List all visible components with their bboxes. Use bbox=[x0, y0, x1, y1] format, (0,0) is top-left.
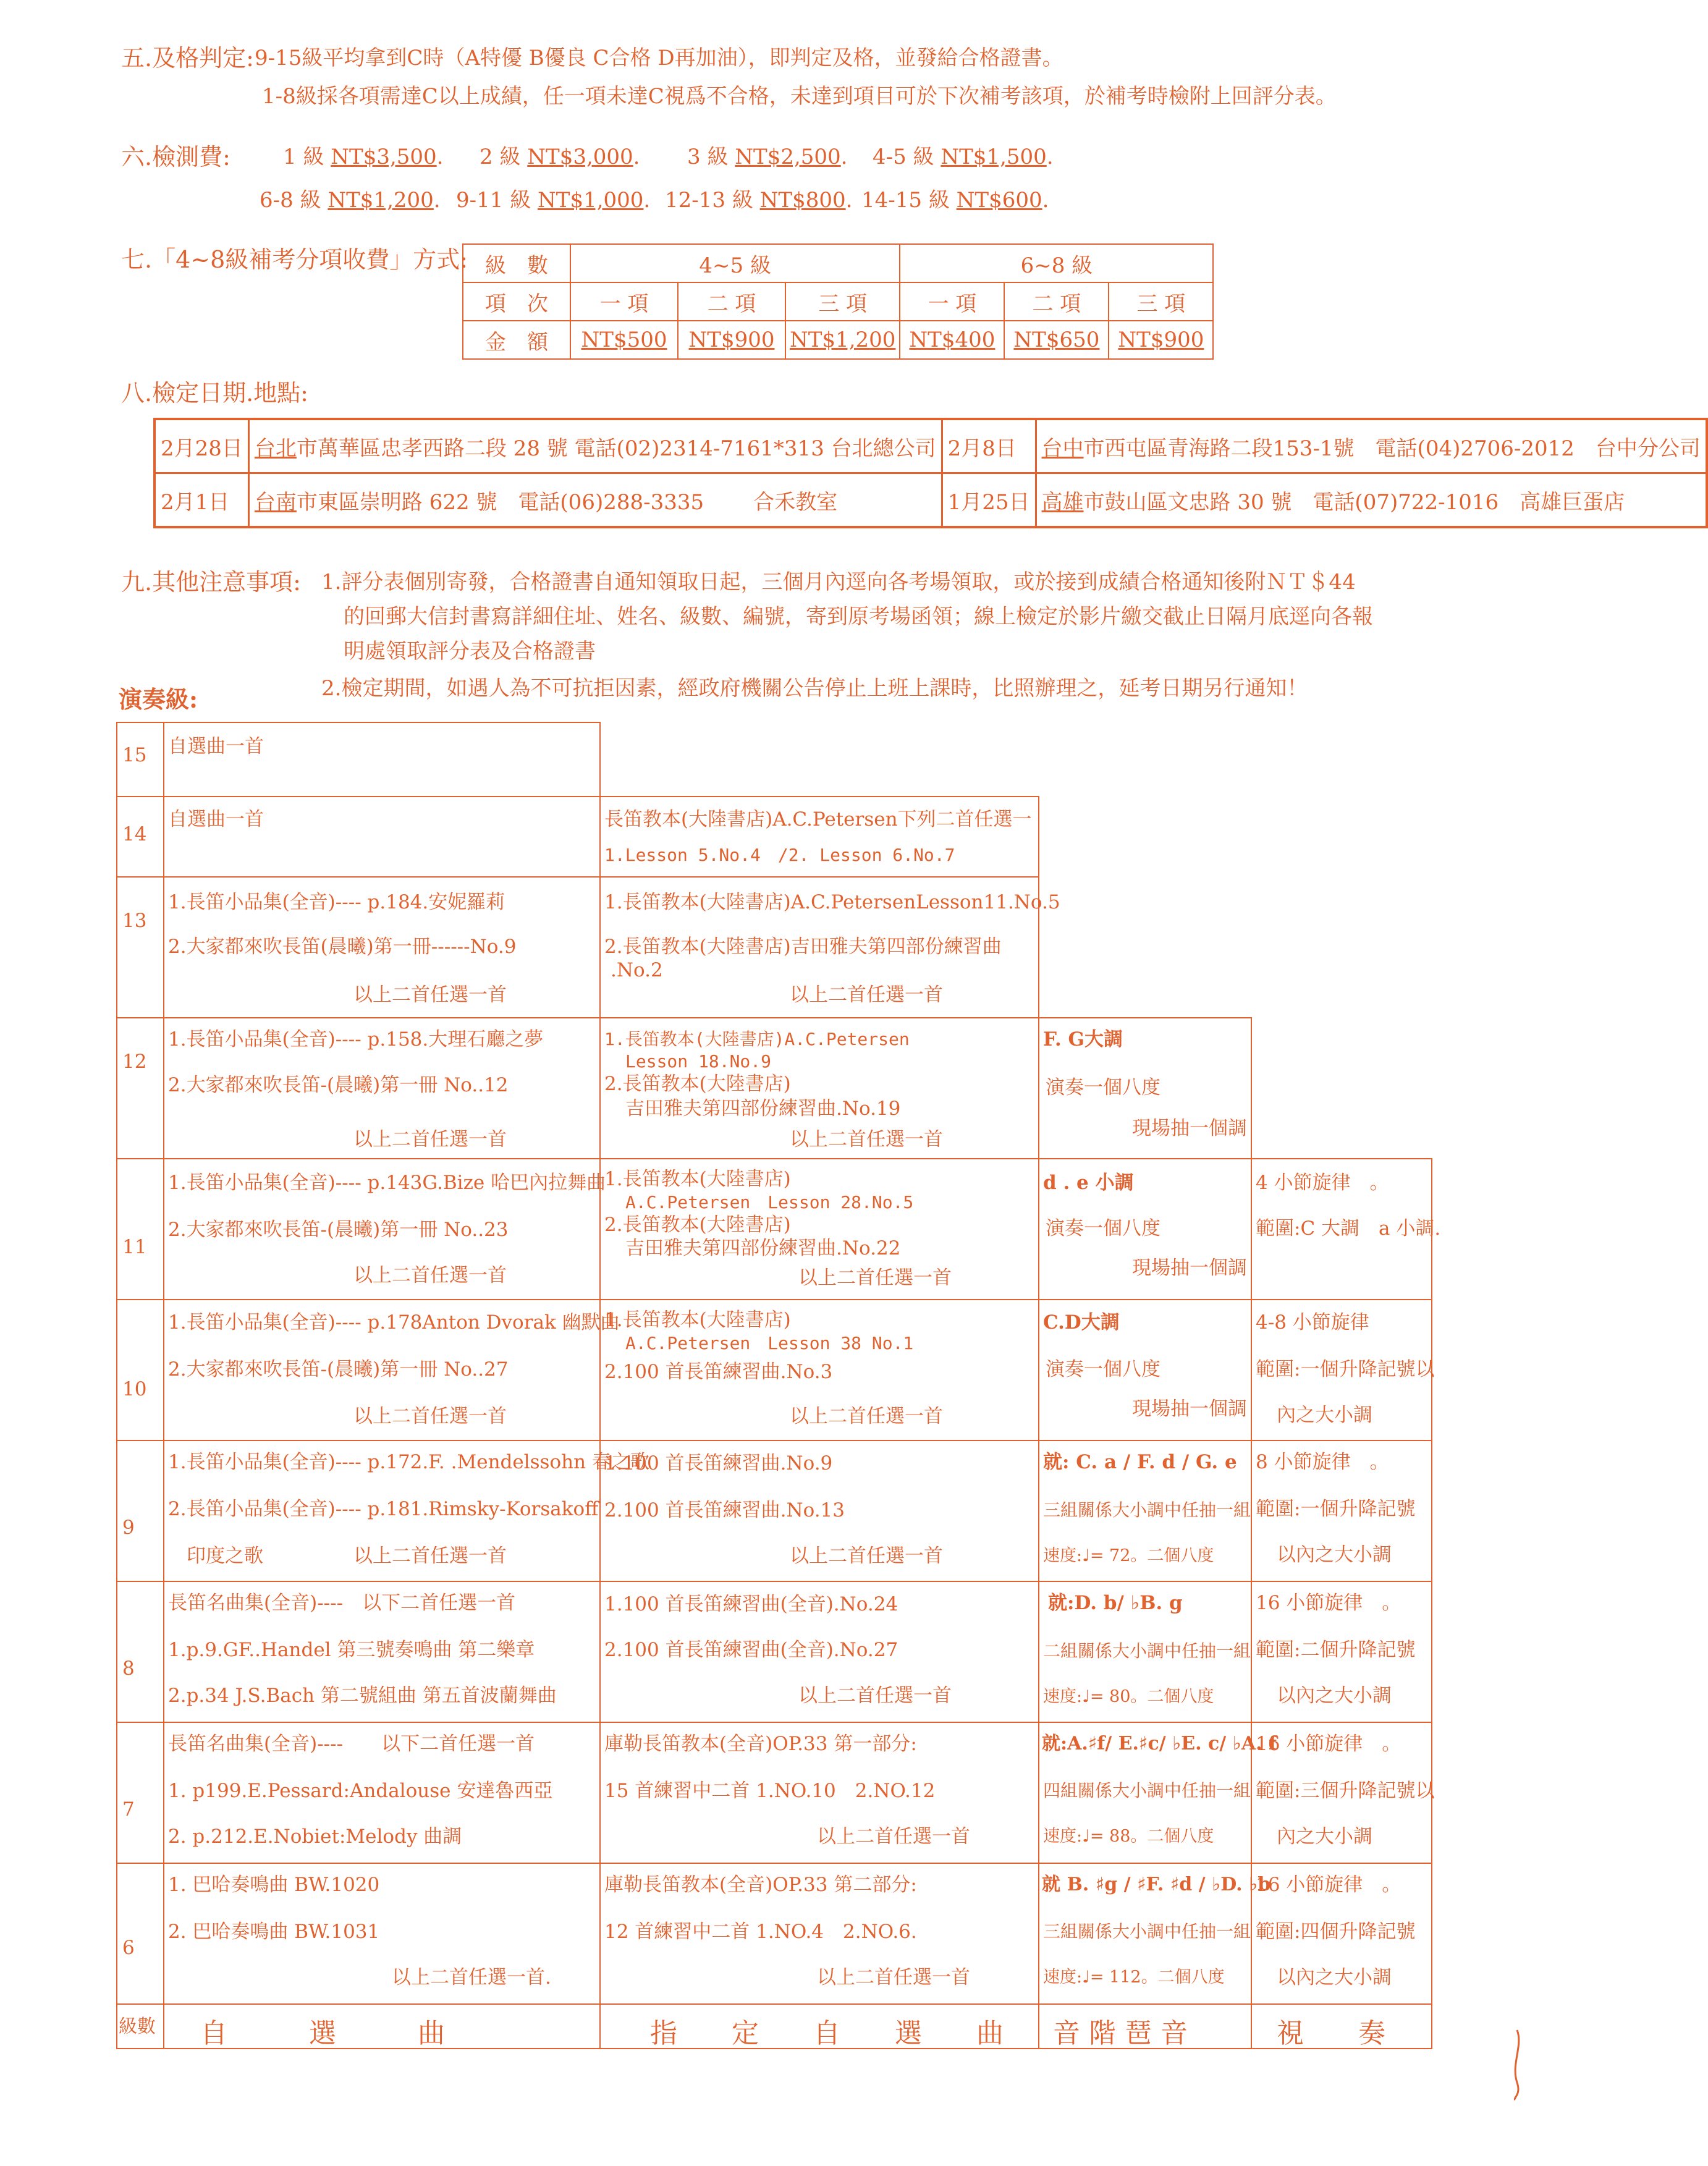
date-cell: 2月28日 bbox=[154, 419, 248, 473]
c3-cell: 就:A.♯f/ E.♯c/ ♭E. c/ ♭A. f 四組關係大小調中任抽一組 速度:♩= 88。二個八度 bbox=[1038, 1722, 1252, 1864]
fee-item: 12-13 級 NT$800. bbox=[665, 188, 853, 213]
c1-cell: 長笛名曲集(全音)---- 以下二首任選一首 1.p.9.GF..Handel 第三號奏鳴曲 第二樂章 2.p.34 J.S.Bach 第二號組曲 第五首波蘭舞曲 bbox=[163, 1581, 601, 1723]
date-cell: 1月25日 bbox=[942, 473, 1036, 528]
label-level: 級 數 bbox=[463, 244, 570, 282]
c1-cell: 1.長笛小品集(全音)---- p.184.安妮羅莉 2.大家都來吹長笛(晨曦)第一冊------No.9 以上二首任選一首 bbox=[163, 876, 601, 1018]
level-cell: 6 bbox=[116, 1863, 164, 2005]
c2-cell: 1.100 首長笛練習曲.No.9 2.100 首長笛練習曲.No.13 以上二首任選一首 bbox=[599, 1440, 1039, 1582]
footer-cell: 音 階 琶 音 bbox=[1038, 2003, 1252, 2049]
c1-cell: 1.長笛小品集(全音)---- p.143G.Bize 哈巴內拉舞曲 2.大家都來吹長笛-(晨曦)第一冊 No..23 以上二首任選一首 bbox=[163, 1158, 601, 1300]
amount-cell: NT$900 bbox=[678, 321, 785, 359]
item-cell: 三 項 bbox=[785, 282, 900, 321]
c1-cell: 自選曲一首 bbox=[163, 796, 601, 878]
amount-cell: NT$650 bbox=[1004, 321, 1109, 359]
sec9-heading: 九.其他注意事項: bbox=[121, 569, 301, 596]
address-cell: 台北市萬華區忠孝西路二段 28 號 電話(02)2314-7161*313 台北總公司 bbox=[248, 419, 942, 473]
label-amount: 金 額 bbox=[463, 321, 570, 359]
sec9-note1-line2: 的回郵大信封書寫詳細住址、姓名、級數、編號，寄到原考場函領；線上檢定於影片繳交截止日隔月底逕向各報 bbox=[344, 604, 1373, 629]
c3-cell: 就: C. a / F. d / G. e 三組關係大小調中任抽一組 速度:♩= 72。二個八度 bbox=[1038, 1440, 1252, 1582]
footer-cell: 視 奏 bbox=[1251, 2003, 1432, 2049]
fee-item: 1 級 NT$3,500. bbox=[283, 145, 444, 169]
level-cell: 8 bbox=[116, 1581, 164, 1723]
level-cell: 12 bbox=[116, 1017, 164, 1159]
c1-cell: 自選曲一首 bbox=[163, 722, 601, 797]
sec6-heading: 六.檢測費: bbox=[121, 143, 230, 171]
sec5-line2: 1-8級採各項需達C以上成績，任一項未達C視爲不合格，未達到項目可於下次補考該項，於補考時檢附上回評分表。 bbox=[262, 84, 1337, 109]
item-cell: 三 項 bbox=[1109, 282, 1213, 321]
perf-title: 演奏級: bbox=[119, 685, 198, 713]
item-cell: 二 項 bbox=[678, 282, 785, 321]
c2-cell: 1.100 首長笛練習曲(全音).No.24 2.100 首長笛練習曲(全音).No.27 以上二首任選一首 bbox=[599, 1581, 1039, 1723]
sec9-note1-line1: 1.評分表個別寄發，合格證書自通知領取日起，三個月內逕向各考場領取，或於接到成績合格通知後附ＮＴ＄44 bbox=[321, 570, 1356, 594]
c2-cell: 庫勒長笛教本(全音)OP.33 第二部分: 12 首練習中二首 1.NO.4 2.NO.6. 以上二首任選一首 bbox=[599, 1863, 1039, 2005]
group-4-5: 4~5 級 bbox=[570, 244, 900, 282]
amount-cell: NT$900 bbox=[1109, 321, 1213, 359]
c3-cell: 就 B. ♯g / ♯F. ♯d / ♭D. ♭b 三組關係大小調中任抽一組 速度:♩= 112。二個八度 bbox=[1038, 1863, 1252, 2005]
amount-cell: NT$500 bbox=[570, 321, 678, 359]
c1-cell: 1. 巴哈奏鳴曲 BW.1020 2. 巴哈奏鳴曲 BW.1031 以上二首任選一首. bbox=[163, 1863, 601, 2005]
c2-cell: 庫勒長笛教本(全音)OP.33 第一部分: 15 首練習中二首 1.NO.10 2.NO.12 以上二首任選一首 bbox=[599, 1722, 1039, 1864]
c3-cell: C.D大調 演奏一個八度 現場抽一個調 bbox=[1038, 1299, 1252, 1441]
c4-cell: 16 小節旋律 。 範圍:四個升降記號 以內之大小調 bbox=[1251, 1863, 1432, 2005]
fee-item: 4-5 級 NT$1,500. bbox=[873, 145, 1054, 169]
c3-cell: d . e 小調 演奏一個八度 現場抽一個調 bbox=[1038, 1158, 1252, 1300]
level-cell: 10 bbox=[116, 1299, 164, 1441]
c4-cell: 4-8 小節旋律 範圍:一個升降記號以 內之大小調 bbox=[1251, 1299, 1432, 1441]
c3-cell: F. G大調 演奏一個八度 現場抽一個調 bbox=[1038, 1017, 1252, 1159]
fee-item: 2 級 NT$3,000. bbox=[480, 145, 640, 169]
level-cell: 13 bbox=[116, 876, 164, 1018]
c2-cell: 1.長笛教本(大陸書店) A.C.Petersen Lesson 28.No.5 2.長笛教本(大陸書店) 吉田雅夫第四部份練習曲.No.22 以上二首任選一首 bbox=[599, 1158, 1039, 1300]
location-table bbox=[153, 418, 1708, 528]
c2-cell: 1.長笛教本(大陸書店)A.C.PetersenLesson11.No.5 2.長笛教本(大陸書店)吉田雅夫第四部份練習曲 .No.2 以上二首任選一首 bbox=[599, 876, 1039, 1018]
scan-mark-icon bbox=[1508, 2027, 1526, 2101]
c4-cell: 16 小節旋律 。 範圍:三個升降記號以 內之大小調 bbox=[1251, 1722, 1432, 1864]
c4-cell: 8 小節旋律 。 範圍:一個升降記號 以內之大小調 bbox=[1251, 1440, 1432, 1582]
c3-cell: 就:D. b/ ♭B. g 二組關係大小調中任抽一組 速度:♩= 80。二個八度 bbox=[1038, 1581, 1252, 1723]
level-cell: 11 bbox=[116, 1158, 164, 1300]
sec7-heading: 七.「4~8級補考分項收費」方式: bbox=[121, 246, 468, 273]
c2-cell: 長笛教本(大陸書店)A.C.Petersen下列二首任選一 1.Lesson 5.No.4 /2. Lesson 6.No.7 bbox=[599, 796, 1039, 878]
fee-item: 6-8 級 NT$1,200. bbox=[260, 188, 441, 213]
c2-cell: 1.長笛教本(大陸書店) A.C.Petersen Lesson 38 No.1 2.100 首長笛練習曲.No.3 以上二首任選一首 bbox=[599, 1299, 1039, 1441]
c1-cell: 長笛名曲集(全音)---- 以下二首任選一首 1. p199.E.Pessard:Andalouse 安達魯西亞 2. p.212.E.Nobiet:Melody 曲調 bbox=[163, 1722, 601, 1864]
c2-cell: 1.長笛教本(大陸書店)A.C.Petersen Lesson 18.No.9 2.長笛教本(大陸書店) 吉田雅夫第四部份練習曲.No.19 以上二首任選一首 bbox=[599, 1017, 1039, 1159]
c1-cell: 1.長笛小品集(全音)---- p.178Anton Dvorak 幽默曲 2.大家都來吹長笛-(晨曦)第一冊 No..27 以上二首任選一首 bbox=[163, 1299, 601, 1441]
sec9-note1-line3: 明處領取評分表及合格證書 bbox=[344, 639, 596, 664]
amount-cell: NT$400 bbox=[900, 321, 1004, 359]
level-cell: 15 bbox=[116, 722, 164, 797]
item-cell: 一 項 bbox=[570, 282, 678, 321]
c4-cell: 16 小節旋律 。 範圍:二個升降記號 以內之大小調 bbox=[1251, 1581, 1432, 1723]
retest-fee-table bbox=[462, 243, 1214, 360]
address-cell: 台中市西屯區青海路二段153-1號 電話(04)2706-2012 台中分公司 bbox=[1036, 419, 1707, 473]
address-cell: 台南市東區崇明路 622 號 電話(06)288-3335 合禾教室 bbox=[248, 473, 942, 528]
date-cell: 2月1日 bbox=[154, 473, 248, 528]
level-cell: 7 bbox=[116, 1722, 164, 1864]
address-cell: 高雄市鼓山區文忠路 30 號 電話(07)722-1016 高雄巨蛋店 bbox=[1036, 473, 1707, 528]
c1-cell: 1.長笛小品集(全音)---- p.172.F. .Mendelssohn 春之歌 2.長笛小品集(全音)---- p.181.Rimsky-Korsakoff 印度之歌 以上二首任選一首 bbox=[163, 1440, 601, 1582]
level-cell: 14 bbox=[116, 796, 164, 878]
label-items: 項 次 bbox=[463, 282, 570, 321]
fee-item: 9-11 級 NT$1,000. bbox=[456, 188, 651, 213]
item-cell: 一 項 bbox=[900, 282, 1004, 321]
fee-item: 3 級 NT$2,500. bbox=[687, 145, 848, 169]
sec9-note2: 2.檢定期間，如遇人為不可抗拒因素，經政府機關公告停止上班上課時，比照辦理之，延考日期另行通知！ bbox=[321, 676, 1308, 701]
item-cell: 二 項 bbox=[1004, 282, 1109, 321]
footer-cell: 自 選 曲 bbox=[163, 2003, 601, 2049]
fee-item: 14-15 級 NT$600. bbox=[861, 188, 1049, 213]
amount-cell: NT$1,200 bbox=[785, 321, 900, 359]
date-cell: 2月8日 bbox=[942, 419, 1036, 473]
sec5-heading: 五.及格判定: bbox=[121, 44, 254, 72]
c1-cell: 1.長笛小品集(全音)---- p.158.大理石廳之夢 2.大家都來吹長笛-(晨曦)第一冊 No..12 以上二首任選一首 bbox=[163, 1017, 601, 1159]
level-cell: 9 bbox=[116, 1440, 164, 1582]
footer-cell: 指 定 自 選 曲 bbox=[599, 2003, 1039, 2049]
sec5-line1: 9-15級平均拿到C時（A特優 B優良 C合格 D再加油），即判定及格，並發給合格證書。 bbox=[255, 46, 1063, 70]
group-6-8: 6~8 級 bbox=[900, 244, 1213, 282]
sec8-heading: 八.檢定日期.地點: bbox=[121, 379, 308, 407]
footer-level-cell: 級數 bbox=[116, 2003, 164, 2049]
c4-cell: 4 小節旋律 。 範圍:C 大調 a 小調. bbox=[1251, 1158, 1432, 1300]
